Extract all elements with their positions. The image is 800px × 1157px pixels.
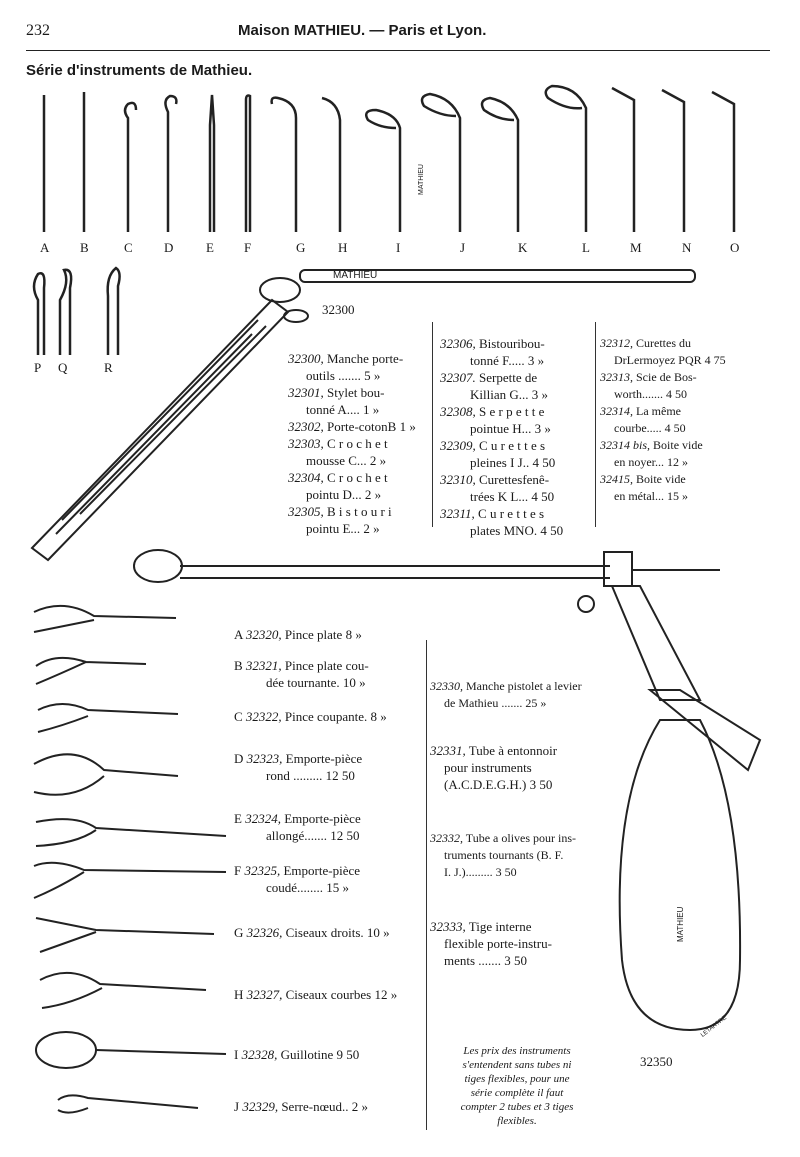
- price-line: outils ....... 5 »: [306, 368, 381, 383]
- lower-entry: D 32323, Emporte-pièce rond ......... 12 50: [234, 751, 363, 783]
- lower-right-entry: 32333, Tige interne flexible porte-instru- ments ....... 3 50: [430, 919, 552, 968]
- instrument-letter: D: [164, 240, 174, 255]
- instrument-letter: C: [124, 240, 133, 255]
- pistol-number: 32350: [640, 1054, 673, 1069]
- series-title: Série d'instruments de Mathieu.: [26, 62, 253, 79]
- instrument-letter: A: [40, 240, 50, 255]
- price-line: 32302, Porte-cotonB 1 »: [288, 419, 416, 434]
- column-rule: [595, 322, 596, 527]
- price-line: 32314 bis, Boite vide: [600, 438, 703, 452]
- lower-entry: G 32326, Ciseaux droits. 10 »: [234, 925, 390, 940]
- instrument-letter: M: [630, 240, 642, 255]
- top-instruments: [34, 86, 734, 355]
- price-line: trées K L... 4 50: [470, 489, 555, 504]
- handle-number: 32300: [322, 302, 355, 317]
- price-line: pointue H... 3 »: [470, 421, 551, 436]
- price-line: courbe..... 4 50: [614, 421, 686, 435]
- price-line: 32308, S e r p e t t e: [440, 404, 545, 419]
- price-line: 32314, La même: [600, 404, 681, 418]
- price-line: tonné A.... 1 »: [306, 402, 380, 417]
- lower-right-entry: 32331, Tube à entonnoir pour instruments (A.C.D.E.G.H.) 3 50: [430, 743, 558, 792]
- instrument-letter: G: [296, 240, 306, 255]
- instrument-letter: K: [518, 240, 528, 255]
- instrument-letter: H: [338, 240, 348, 255]
- lower-entry: J 32329, Serre-nœud.. 2 »: [234, 1099, 368, 1114]
- instrument-letter: F: [244, 240, 252, 255]
- price-line: en noyer... 12 »: [614, 455, 688, 469]
- price-line: mousse C... 2 »: [306, 453, 387, 468]
- pistol-handle-engraving: MATHIEU: [676, 906, 685, 942]
- lower-entry: F 32325, Emporte-pièce coudé........ 15 »: [234, 863, 360, 895]
- price-line: Killian G... 3 »: [470, 387, 548, 402]
- price-line: 32306, Bistouribou-: [440, 336, 545, 351]
- lower-right-entry: 32332, Tube a olives pour ins- truments tournants (B. F. I. J.)......... 3 50: [430, 831, 577, 879]
- price-line: 32313, Scie de Bos-: [600, 370, 697, 384]
- lower-entry: I 32328, Guillotine 9 50: [234, 1047, 360, 1062]
- instrument-letter: I: [396, 240, 401, 255]
- mathieu-vertical-engraving: MATHIEU: [418, 164, 425, 195]
- price-line: pointu E... 2 »: [306, 521, 380, 536]
- instrument-letter: B: [80, 240, 89, 255]
- price-line: plates MNO. 4 50: [470, 523, 564, 538]
- column-rule: [432, 322, 433, 527]
- price-line: pleines I J.. 4 50: [470, 455, 556, 470]
- price-line: pointu D... 2 »: [306, 487, 382, 502]
- page-number: 232: [26, 22, 50, 39]
- instrument-letter: J: [460, 240, 466, 255]
- instrument-letter-r: R: [104, 360, 113, 375]
- price-line: 32311, C u r e t t e s: [440, 506, 545, 521]
- price-line: 32300, Manche porte-: [288, 351, 404, 366]
- price-line: 32312, Curettes du: [600, 336, 691, 350]
- column-rule: [426, 640, 427, 1130]
- price-line: 32415, Boite vide: [600, 472, 686, 486]
- price-column-2: [440, 335, 592, 539]
- lower-entry: E 32324, Emporte-pièce allongé....... 12 50: [234, 811, 361, 843]
- lower-entry: A 32320, Pince plate 8 »: [234, 627, 362, 642]
- price-line: 32303, C r o c h e t: [288, 436, 388, 451]
- lower-entry: B 32321, Pince plate cou- dée tournante. 10 »: [234, 658, 369, 690]
- price-line: worth....... 4 50: [614, 387, 687, 401]
- lower-right-entry: 32330, Manche pistolet a levier de Mathieu ....... 25 »: [430, 679, 582, 710]
- price-line: tonné F..... 3 »: [470, 353, 545, 368]
- instrument-letter: N: [682, 240, 692, 255]
- price-line: 32309, C u r e t t e s: [440, 438, 546, 453]
- instrument-letter: O: [730, 240, 740, 255]
- instrument-letter-p: P: [34, 360, 42, 375]
- lower-entry: C 32322, Pince coupante. 8 »: [234, 709, 387, 724]
- mathieu-handle-engraving: MATHIEU: [333, 270, 378, 281]
- price-line: 32301, Stylet bou-: [288, 385, 385, 400]
- price-line: 32305, B i s t o u r i: [288, 504, 392, 519]
- footnote: Les prix des instruments s'entendent sans tubes ni tiges flexibles, pour une série complète il faut compter 2 tubes et 3 tiges flexibles.: [460, 1045, 574, 1127]
- instrument-letter: E: [206, 240, 214, 255]
- engraver-signature: LETARTRE: [700, 1015, 728, 1039]
- lower-instruments: [34, 606, 226, 1113]
- price-column-1: [288, 350, 430, 537]
- instrument-letter-q: Q: [58, 360, 68, 375]
- price-line: 32304, C r o c h e t: [288, 470, 388, 485]
- price-line: 32307. Serpette de: [440, 370, 538, 385]
- instrument-letter: L: [582, 240, 590, 255]
- price-line: 32310, Curettesfenê-: [440, 472, 550, 487]
- page-header-title: Maison MATHIEU. — Paris et Lyon.: [238, 22, 487, 39]
- price-line: en métal... 15 »: [614, 489, 688, 503]
- lower-entry: H 32327, Ciseaux courbes 12 »: [234, 987, 398, 1002]
- price-column-3: [600, 335, 770, 505]
- price-line: DrLermoyez PQR 4 75: [614, 353, 726, 367]
